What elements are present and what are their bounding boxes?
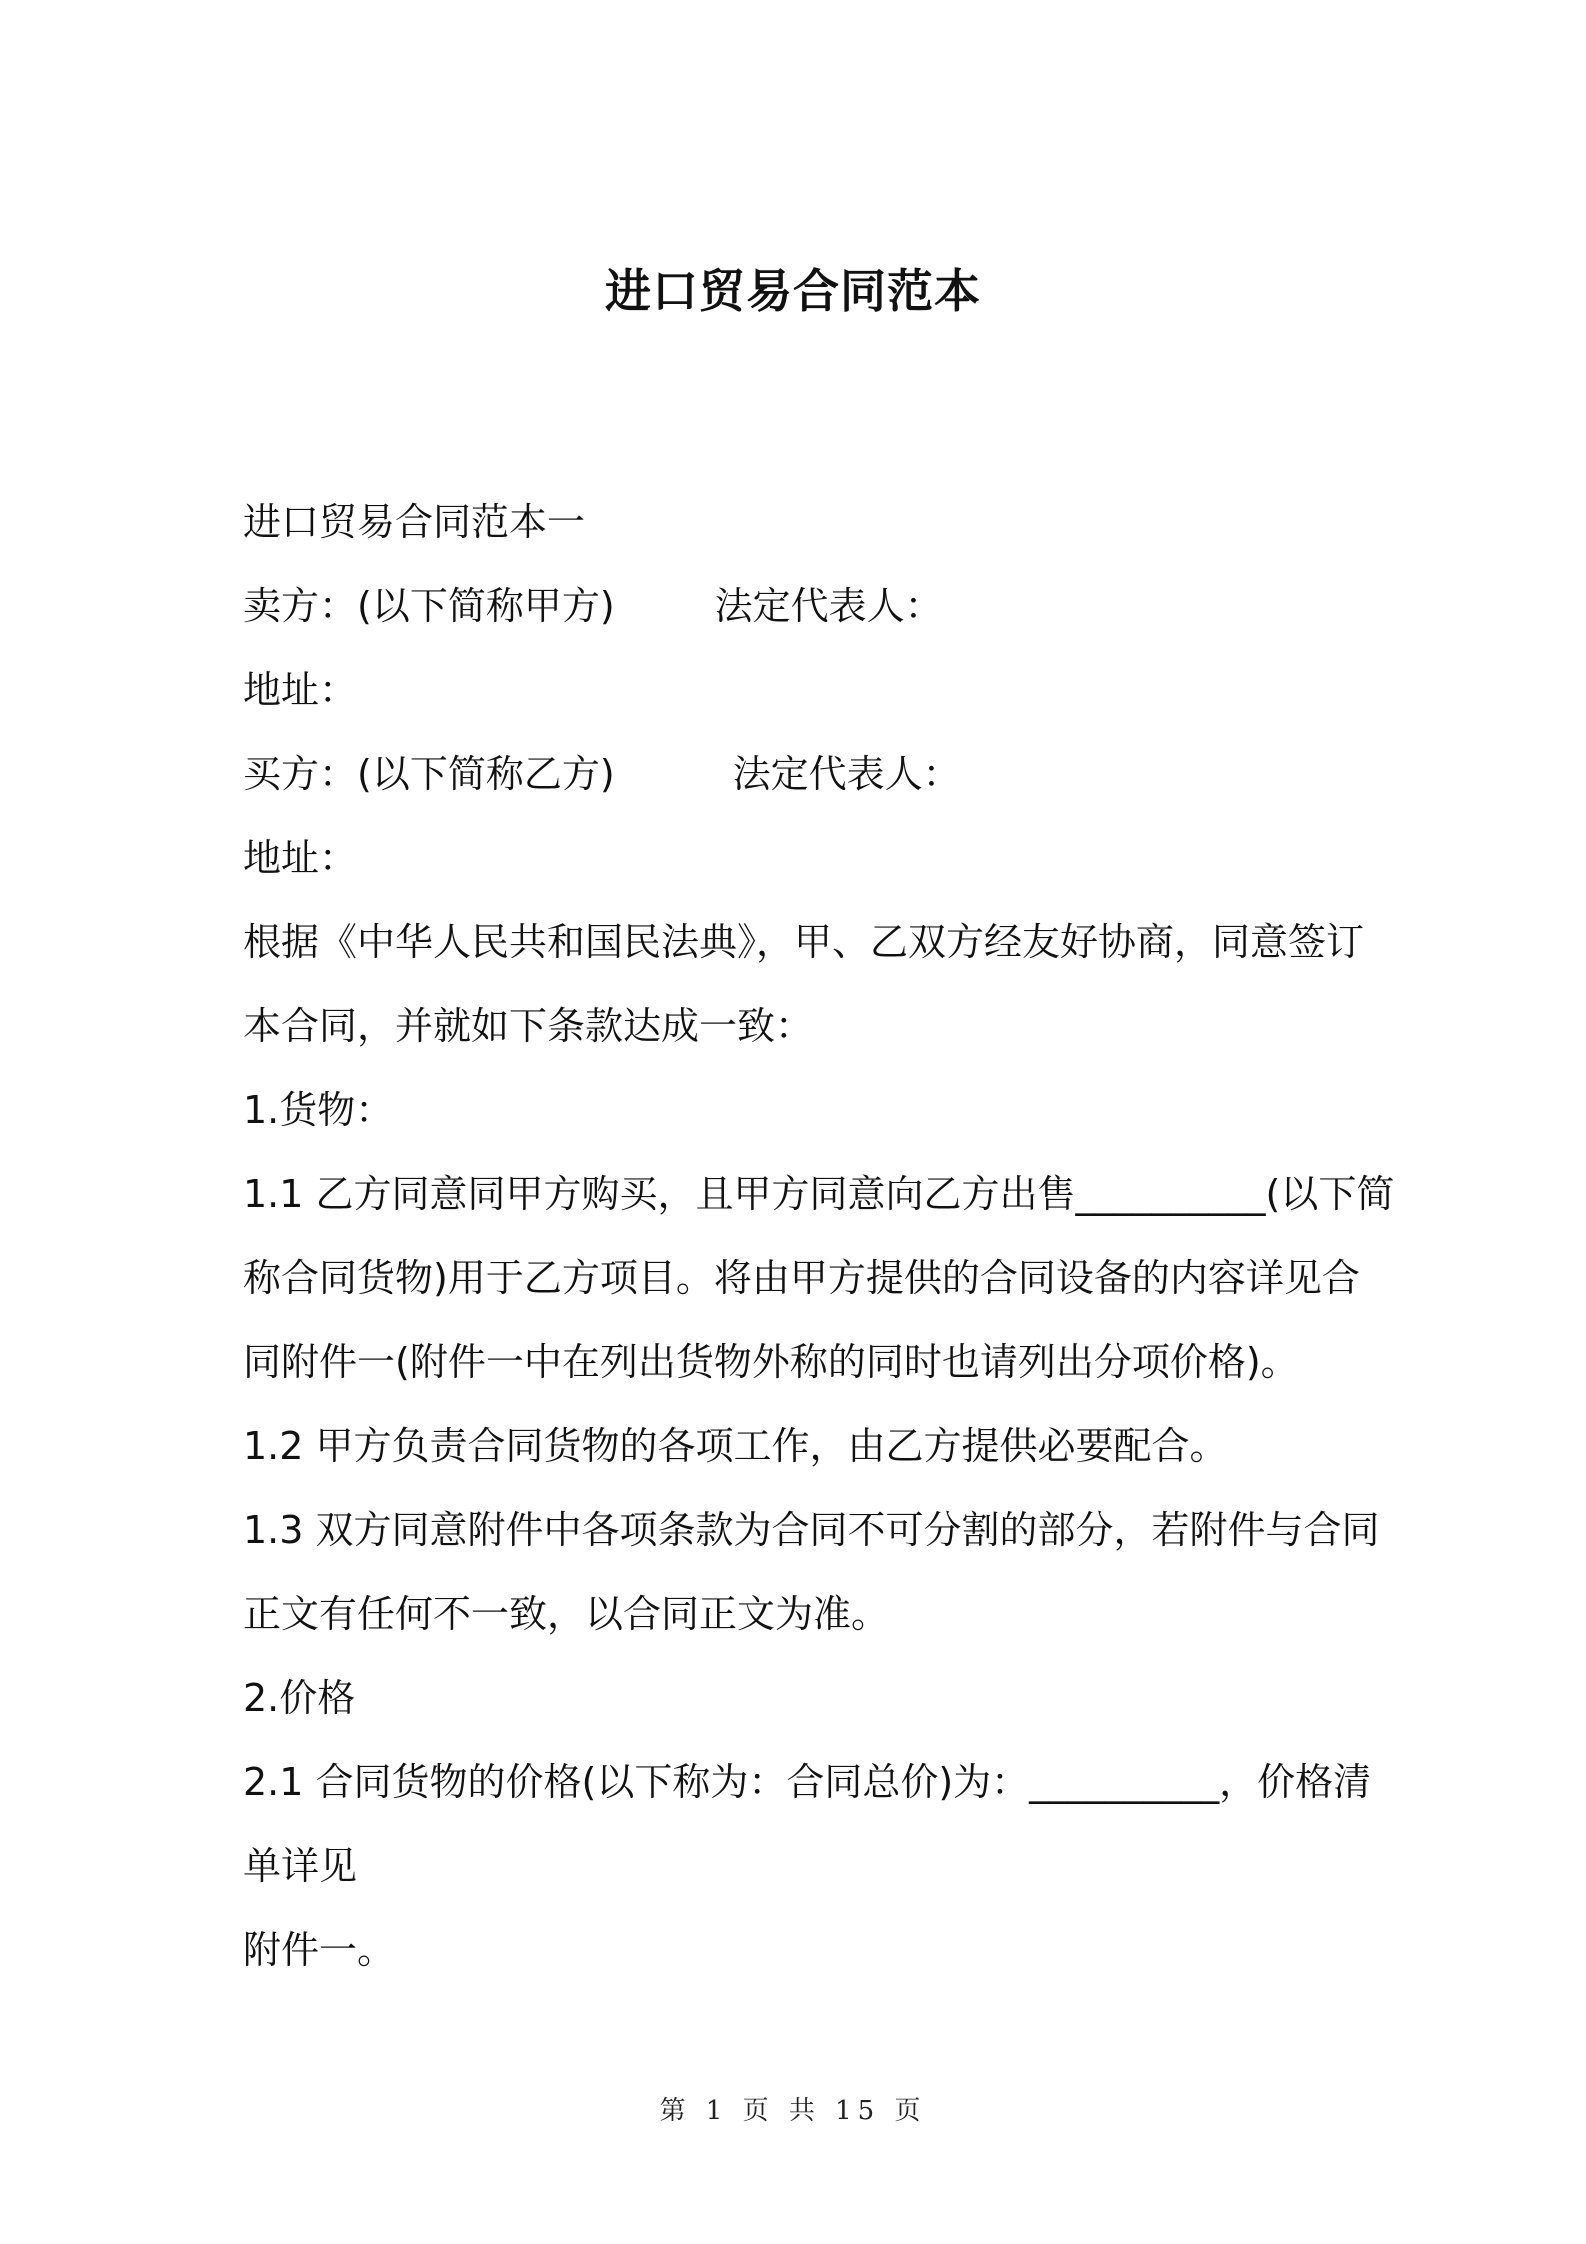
preamble-line: 根据《中华人民共和国民法典》，甲、乙双方经友好协商，同意签订 xyxy=(243,920,1365,964)
seller-rep-label: 法定代表人： xyxy=(714,584,943,628)
clause-text: 单详见 xyxy=(243,1844,358,1888)
document-title: 进口贸易合同范本 xyxy=(605,264,981,318)
document-body xyxy=(243,488,1395,2000)
clause-text: 称合同货物)用于乙方项目。将由甲方提供的合同设备的内容详见合 xyxy=(243,1256,1360,1300)
clause-heading: 1.货物： xyxy=(243,1088,394,1132)
clause-text: 同附件一(附件一中在列出货物外称的同时也请列出分项价格)。 xyxy=(243,1340,1299,1384)
seller-label: 卖方：(以下简称甲方) xyxy=(243,584,615,628)
clause-text: 1.3 双方同意附件中各项条款为合同不可分割的部分，若附件与合同 xyxy=(243,1508,1380,1552)
seller-line xyxy=(243,572,1363,656)
buyer-rep-label: 法定代表人： xyxy=(732,752,961,796)
clause-heading: 2.价格 xyxy=(243,1676,356,1720)
clause-text: 正文有任何不一致，以合同正文为准。 xyxy=(243,1592,890,1636)
buyer-line xyxy=(243,740,1363,824)
page-indicator: 第 1 页 共 15 页 xyxy=(659,2096,927,2126)
section-heading: 进口贸易合同范本一 xyxy=(243,500,586,544)
preamble-line: 本合同，并就如下条款达成一致： xyxy=(243,1004,814,1048)
clause-text: 1.2 甲方负责合同货物的各项工作，由乙方提供必要配合。 xyxy=(243,1424,1228,1468)
seller-address-label: 地址： xyxy=(243,668,358,712)
buyer-label: 买方：(以下简称乙方) xyxy=(243,752,615,796)
buyer-address-label: 地址： xyxy=(243,836,358,880)
clause-text: 附件一。 xyxy=(243,1928,396,1972)
clause-text: 1.1 乙方同意同甲方购买，且甲方同意向乙方出售__________(以下简 xyxy=(243,1172,1395,1216)
clause-text: 2.1 合同货物的价格(以下称为：合同总价)为：__________，价格清 xyxy=(243,1760,1372,1804)
